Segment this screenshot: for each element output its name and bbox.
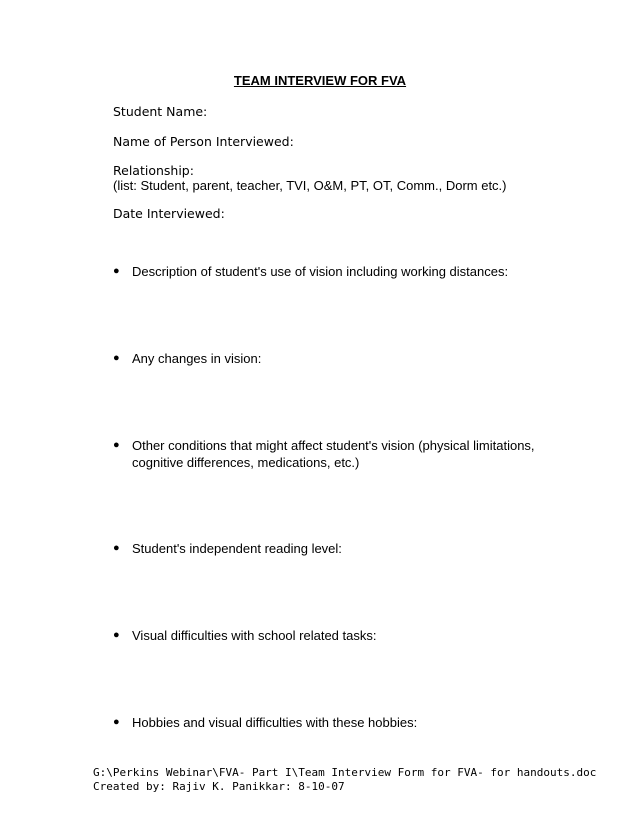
question-item-hobbies bbox=[113, 714, 543, 731]
person-interviewed-label: Name of Person Interviewed: bbox=[113, 134, 294, 149]
bullet-icon: ● bbox=[113, 439, 120, 451]
question-item-vision-use bbox=[113, 263, 543, 280]
question-item-reading-level bbox=[113, 540, 543, 557]
question-text: Any changes in vision: bbox=[132, 351, 262, 366]
bullet-icon: ● bbox=[113, 542, 120, 554]
bullet-icon: ● bbox=[113, 352, 120, 364]
question-text: Description of student's use of vision including working distances: bbox=[132, 264, 509, 279]
question-text: Hobbies and visual difficulties with these hobbies: bbox=[132, 715, 418, 730]
bullet-icon: ● bbox=[113, 265, 120, 277]
bullet-icon: ● bbox=[113, 629, 120, 641]
question-text: Other conditions that might affect student's vision (physical limitations, cognitive differences, medications, etc.) bbox=[132, 438, 535, 470]
question-item-other-conditions bbox=[113, 437, 543, 471]
footer-created-by: Created by: Rajiv K. Panikkar: 8-10-07 bbox=[93, 780, 345, 793]
student-name-label: Student Name: bbox=[113, 104, 208, 119]
page-title: TEAM INTERVIEW FOR FVA bbox=[233, 73, 407, 88]
question-item-vision-changes bbox=[113, 350, 543, 367]
question-text: Visual difficulties with school related tasks: bbox=[132, 628, 377, 643]
relationship-label: Relationship: bbox=[113, 163, 194, 178]
relationship-note: (list: Student, parent, teacher, TVI, O&M, PT, OT, Comm., Dorm etc.) bbox=[113, 178, 507, 193]
date-interviewed-label: Date Interviewed: bbox=[113, 206, 225, 221]
bullet-icon: ● bbox=[113, 716, 120, 728]
footer-file-path: G:\Perkins Webinar\FVA- Part I\Team Interview Form for FVA- for handouts.doc bbox=[93, 766, 597, 779]
question-item-school-tasks bbox=[113, 627, 543, 644]
question-text: Student's independent reading level: bbox=[132, 541, 342, 556]
